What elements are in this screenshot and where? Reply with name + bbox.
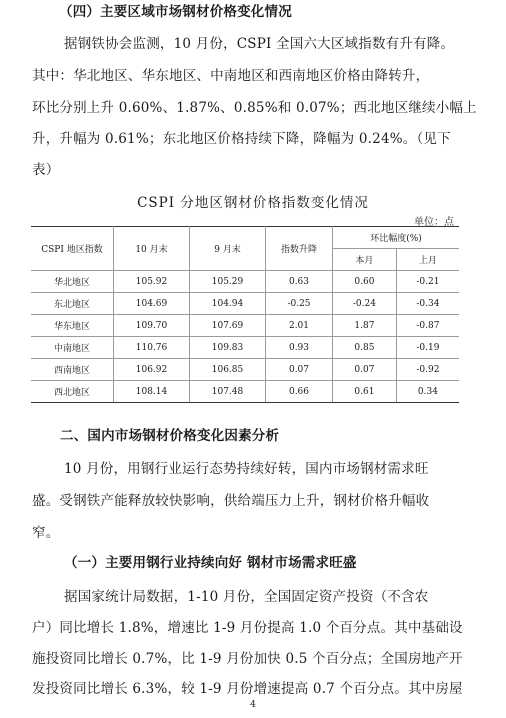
cell-region: 华东地区 [31, 315, 114, 337]
table-title: CSPI 分地区钢材价格指数变化情况 [137, 195, 369, 211]
table-row [31, 359, 459, 381]
cell-oct: 106.92 [114, 359, 190, 381]
table-row [31, 293, 459, 315]
cell-this-month: 0.07 [333, 359, 397, 381]
header-oct: 10 月末 [114, 227, 190, 271]
header-this-month: 本月 [333, 249, 397, 271]
header-mom-group: 环比幅度(%) [333, 227, 460, 249]
header-sep: 9 月末 [190, 227, 266, 271]
paragraph-line: 户）同比增长 1.8%，增速比 1-9 月份提高 1.0 个百分点。其中基础设 [32, 620, 463, 636]
cell-oct: 108.14 [114, 381, 190, 403]
paragraph-line: 表） [32, 162, 60, 178]
table-row [31, 337, 459, 359]
paragraph-line: 盛。受钢铁产能释放较快影响，供给端压力上升，钢材价格升幅收 [32, 493, 430, 509]
table-row [31, 381, 459, 403]
table-unit: 单位：点 [414, 217, 454, 228]
header-region: CSPI 地区指数 [31, 227, 114, 271]
cell-this-month: 0.60 [333, 271, 397, 293]
section-heading-regional: （四）主要区域市场钢材价格变化情况 [59, 4, 292, 20]
paragraph-line: 施投资同比增长 0.7%，比 1-9 月份加快 0.5 个百分点；全国房地产开 [32, 651, 463, 667]
cell-this-month: 1.87 [333, 315, 397, 337]
cell-last-month: -0.34 [396, 293, 459, 315]
section-heading-factors: 二、国内市场钢材价格变化因素分析 [60, 428, 280, 444]
table-row [31, 271, 459, 293]
cell-change: 0.66 [266, 381, 333, 403]
cell-change: 2.01 [266, 315, 333, 337]
cell-sep: 109.83 [190, 337, 266, 359]
paragraph-line: 发投资同比增长 6.3%，较 1-9 月份增速提高 0.7 个百分点。其中房屋 [32, 681, 463, 697]
cell-sep: 106.85 [190, 359, 266, 381]
cell-this-month: 0.85 [333, 337, 397, 359]
page-number: 4 [250, 700, 256, 710]
cell-last-month: 0.34 [396, 381, 459, 403]
cell-oct: 110.76 [114, 337, 190, 359]
table-row [31, 315, 459, 337]
paragraph-line: 升，升幅为 0.61%；东北地区价格持续下降，降幅为 0.24%。（见下 [32, 131, 451, 147]
paragraph-line: 窄。 [32, 525, 60, 541]
cell-region: 西南地区 [31, 359, 114, 381]
cell-this-month: -0.24 [333, 293, 397, 315]
subsection-heading: （一）主要用钢行业持续向好 钢材市场需求旺盛 [64, 555, 357, 571]
cell-region: 东北地区 [31, 293, 114, 315]
paragraph-line: 据国家统计局数据，1-10 月份，全国固定资产投资（不含农 [64, 589, 429, 605]
cell-sep: 105.29 [190, 271, 266, 293]
header-last-month: 上月 [396, 249, 459, 271]
cell-last-month: -0.19 [396, 337, 459, 359]
paragraph-line: 其中：华北地区、华东地区、中南地区和西南地区价格由降转升， [32, 68, 430, 84]
cell-sep: 107.69 [190, 315, 266, 337]
cell-last-month: -0.92 [396, 359, 459, 381]
cell-change: 0.93 [266, 337, 333, 359]
cell-change: 0.63 [266, 271, 333, 293]
cell-change: 0.07 [266, 359, 333, 381]
cell-oct: 105.92 [114, 271, 190, 293]
paragraph-line: 据钢铁协会监测，10 月份，CSPI 全国六大区域指数有升有降。 [64, 36, 455, 52]
cell-oct: 104.69 [114, 293, 190, 315]
cell-region: 华北地区 [31, 271, 114, 293]
cell-last-month: -0.87 [396, 315, 459, 337]
header-change: 指数升降 [266, 227, 333, 271]
cell-sep: 104.94 [190, 293, 266, 315]
cell-region: 西北地区 [31, 381, 114, 403]
cell-change: -0.25 [266, 293, 333, 315]
cell-region: 中南地区 [31, 337, 114, 359]
cell-this-month: 0.61 [333, 381, 397, 403]
cell-last-month: -0.21 [396, 271, 459, 293]
cell-oct: 109.70 [114, 315, 190, 337]
paragraph-line: 10 月份，用钢行业运行态势持续好转，国内市场钢材需求旺 [64, 461, 429, 477]
cell-sep: 107.48 [190, 381, 266, 403]
paragraph-line: 环比分别上升 0.60%、1.87%、0.85%和 0.07%；西北地区继续小幅上 [32, 100, 477, 116]
price-index-table [31, 226, 459, 403]
